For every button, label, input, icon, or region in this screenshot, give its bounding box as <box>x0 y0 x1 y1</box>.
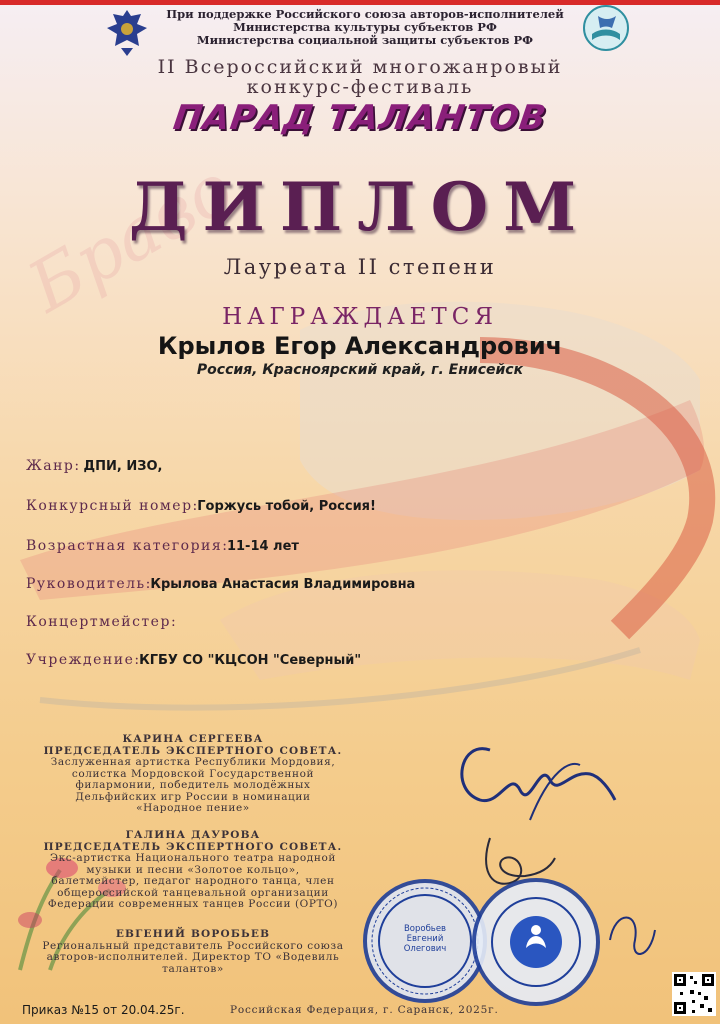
order-number: Приказ №15 от 20.04.25г. <box>22 1003 185 1017</box>
field-accompanist: Концертмейстер: <box>26 614 176 630</box>
jury-line: филармонии, победитель молодёжных <box>75 779 311 791</box>
field-label: Учреждение <box>26 652 135 668</box>
recipient-name: Крылов Егор Александрович <box>157 332 563 360</box>
place-year: Российская Федерация, г. Саранск, 2025г. <box>230 1004 499 1016</box>
stamp-name-line: Воробьев <box>403 924 447 934</box>
field-value: КГБУ СО "КЦСОН "Северный" <box>139 653 362 668</box>
stamp-name-line: Евгений <box>406 934 444 944</box>
festival-brand: ПАРАД ТАЛАНТОВ <box>170 98 550 138</box>
field-label: Возрастная категория <box>26 538 223 554</box>
field-label: Жанр <box>26 458 75 474</box>
festival-line: II Всероссийский многожанровый <box>157 56 563 78</box>
support-line: При поддержке Российского союза авторов-исполнителей <box>166 7 564 21</box>
stamp-name <box>398 924 452 954</box>
field-value: Крылова Анастасия Владимировна <box>150 577 416 592</box>
recipient-location: Россия, Красноярский край, г. Енисейск <box>196 362 524 378</box>
jury-role: ПРЕДСЕДАТЕЛЬ ЭКСПЕРТНОГО СОВЕТА. <box>43 840 343 853</box>
jury-line: талантов» <box>162 962 224 975</box>
field-genre: Жанр: ДПИ, ИЗО, <box>26 458 163 474</box>
jury-line: Региональный представитель Российского союза <box>42 939 344 952</box>
jury-line: Федерации современных танцев России (ОРТО) <box>47 898 339 910</box>
jury-name: КАРИНА СЕРГЕЕВА <box>122 733 264 745</box>
jury-name: ЕВГЕНИЙ ВОРОБЬЕВ <box>115 928 271 940</box>
jury-line: общероссийской танцевальной организации <box>57 886 329 899</box>
field-label: Руководитель <box>26 576 146 592</box>
stamp-name-line: Олегович <box>403 944 447 954</box>
jury-member <box>20 830 366 911</box>
festival-title <box>100 57 620 97</box>
signature-vorobyev <box>600 900 660 970</box>
support-text <box>160 8 570 47</box>
svg-text:Браво: Браво <box>14 146 248 329</box>
qr-code-icon[interactable] <box>672 972 716 1016</box>
jury-name: ГАЛИНА ДАУРОВА <box>125 829 261 841</box>
jury-line: Экс-артистка Национального театра народной <box>50 852 336 864</box>
field-competition-number: Конкурсный номер:Горжусь тобой, Россия! <box>26 498 376 514</box>
field-value: 11-14 лет <box>226 539 299 554</box>
jury-line: солистка Мордовской Государственной <box>71 767 315 780</box>
jury-line: музыки и песни «Золотое кольцо», <box>86 863 300 876</box>
jury-line: авторов-исполнителей. Директор ТО «Водевиль <box>46 951 340 963</box>
jury-line: балетмейстер, педагог народного танца, член <box>51 875 335 887</box>
festival-line: конкурс-фестиваль <box>246 76 474 98</box>
jury-line: Дельфийских игр России в номинации <box>75 790 311 803</box>
book-logo-icon <box>582 4 630 52</box>
support-line: Министерства культуры субъектов РФ <box>233 20 497 34</box>
field-supervisor: Руководитель:Крылова Анастасия Владимировна <box>26 576 416 592</box>
awarded-label: НАГРАЖДАЕТСЯ <box>222 304 498 330</box>
jury-line: «Народное пение» <box>136 802 250 814</box>
field-label: Концертмейстер <box>26 614 171 630</box>
field-value: ДПИ, ИЗО, <box>83 459 163 474</box>
field-institution: Учреждение:КГБУ СО "КЦСОН "Северный" <box>26 652 362 668</box>
organization-seal-icon <box>470 876 602 1008</box>
diploma-degree: Лауреата II степени <box>223 255 497 279</box>
jury-line: Заслуженная артистка Республики Мордовия, <box>50 756 336 768</box>
eagle-emblem-icon <box>103 6 151 58</box>
signature-sergeeva <box>440 730 620 830</box>
field-value: Горжусь тобой, Россия! <box>197 499 376 514</box>
jury-role: ПРЕДСЕДАТЕЛЬ ЭКСПЕРТНОГО СОВЕТА. <box>43 744 343 757</box>
diploma-title: ДИПЛОМ <box>128 168 592 246</box>
field-age-category: Возрастная категория:11-14 лет <box>26 538 299 554</box>
support-line: Министерства социальной защиты субъектов РФ <box>196 33 534 47</box>
jury-member <box>20 734 366 815</box>
field-label: Конкурсный номер <box>26 498 193 514</box>
jury-member <box>20 929 366 975</box>
